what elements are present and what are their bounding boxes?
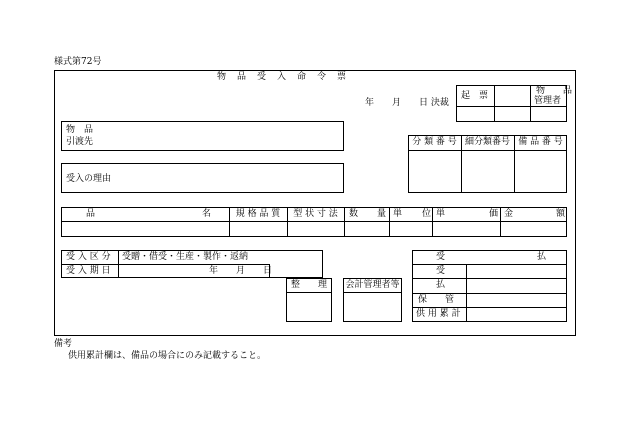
ledger-row-hokan: 保 管 (418, 295, 455, 305)
seiri-label: 整 理 (290, 279, 327, 290)
col-tanka-a: 単 (436, 209, 446, 219)
col-hinmei-b: 名 (202, 209, 212, 219)
remarks-note: 供用累計欄は、備品の場合にのみ記載すること。 (68, 351, 267, 361)
col-tani-b: 位 (422, 209, 432, 219)
col-katashiki: 型 状 寸 法 (293, 208, 338, 219)
bunrui-header: 分 類 番 号 (412, 137, 457, 147)
ledger-row-harai: 払 (436, 280, 446, 290)
col-tanka-b: 価 (489, 209, 499, 219)
kijitsu-label: 受 入 期 日 (66, 266, 111, 276)
col-suryo-b: 量 (377, 209, 387, 219)
col-tani-a: 単 (393, 209, 403, 219)
ledger-header-harai: 払 (537, 252, 547, 262)
kaikei-label: 会計管理者等 (345, 279, 400, 290)
goods-destination-label-2: 引渡先 (66, 137, 94, 147)
kubun-label: 受 入 区 分 (66, 252, 111, 262)
col-kingaku-a: 金 (504, 209, 514, 219)
ledger-row-kyoyo: 供 用 累 計 (416, 309, 461, 319)
goods-destination-label-1: 物 品 (66, 125, 94, 135)
col-hinmei-a: 品 (86, 209, 96, 219)
col-kikaku: 規 格 品 質 (235, 208, 281, 219)
kanrisha-label-1: 物 品 (536, 86, 573, 96)
col-kingaku-b: 額 (556, 209, 566, 219)
kubun-value: 受贈・借受・生産・製作・返納 (122, 252, 249, 262)
form-number: 様式第72号 (54, 57, 102, 67)
form-title: 物 品 受 入 命 令 票 (217, 72, 348, 82)
ledger-row-uke: 受 (436, 266, 446, 276)
remarks-label: 備考 (54, 339, 73, 349)
saibunrui-header: 細分類番号 (464, 137, 510, 147)
kihyo-label: 起 票 (461, 91, 489, 101)
ledger-header-uke: 受 (436, 252, 446, 262)
bihin-header: 備 品 番 号 (518, 137, 563, 147)
decision-date: 年 月 日 決裁 (365, 98, 449, 108)
kanrisha-label-2: 管理者 (534, 96, 562, 106)
goods-destination-box[interactable] (61, 121, 344, 151)
kijitsu-value: 年 月 日 (209, 266, 273, 276)
reason-label: 受入の理由 (66, 174, 112, 184)
col-suryo-a: 数 (349, 209, 359, 219)
